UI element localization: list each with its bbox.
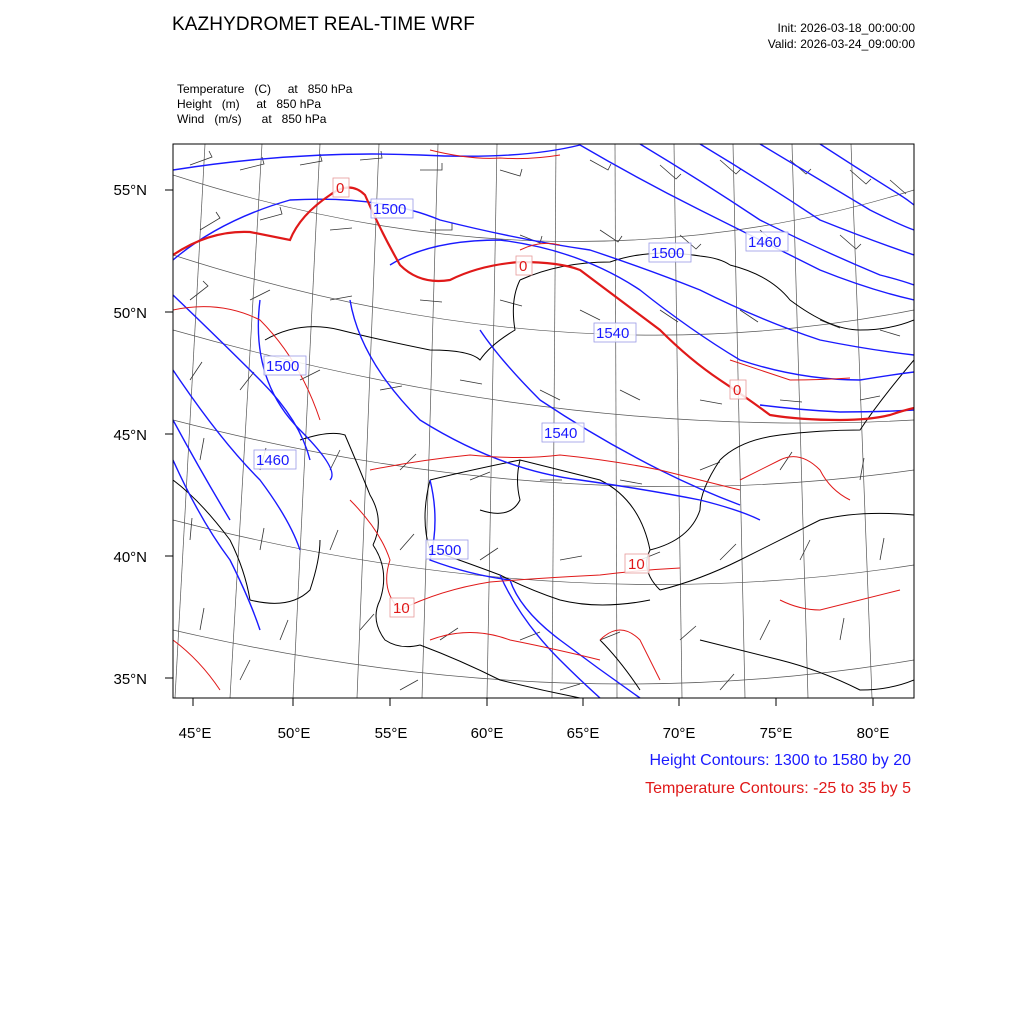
height-contour-legend: Height Contours: 1300 to 1580 by 20 <box>649 752 911 769</box>
temp-label: 0 <box>336 180 345 197</box>
height-label-box <box>254 450 296 469</box>
temperature-contour-legend: Temperature Contours: -25 to 35 by 5 <box>645 780 911 797</box>
temp-label: 0 <box>733 382 742 399</box>
lon-label-45: 45°E <box>178 725 212 742</box>
lon-label-55: 55°E <box>374 725 408 742</box>
height-label-box <box>426 540 468 559</box>
lat-label-55: 55°N <box>113 182 147 199</box>
temp-label-box <box>730 380 746 399</box>
lat-label-35: 35°N <box>113 671 147 688</box>
height-label: 1500 <box>373 201 407 218</box>
height-label-box <box>264 356 306 375</box>
lat-label-40: 40°N <box>113 549 147 566</box>
lat-label-45: 45°N <box>113 427 147 444</box>
height-label: 1540 <box>544 425 578 442</box>
height-label-box <box>594 323 636 342</box>
height-label-box <box>542 423 584 442</box>
height-label: 1460 <box>256 452 290 469</box>
country-borders <box>173 253 914 698</box>
height-label: 1500 <box>651 245 685 262</box>
lon-label-60: 60°E <box>470 725 504 742</box>
lon-label-80: 80°E <box>856 725 890 742</box>
lon-label-50: 50°E <box>277 725 311 742</box>
height-contours <box>173 144 914 698</box>
field-temperature: Temperature (C) at 850 hPa <box>177 82 353 96</box>
valid-time: Valid: 2026-03-24_09:00:00 <box>767 37 915 51</box>
temperature-contours <box>173 150 914 690</box>
height-label: 1500 <box>266 358 300 375</box>
temp-label: 10 <box>628 556 645 573</box>
longitude-labels <box>179 725 890 742</box>
temp-label-box <box>333 178 349 197</box>
field-wind: Wind (m/s) at 850 hPa <box>177 112 327 126</box>
lon-label-65: 65°E <box>566 725 600 742</box>
latitude-labels <box>113 182 147 688</box>
init-time: Init: 2026-03-18_00:00:00 <box>777 21 915 35</box>
height-label: 1500 <box>428 542 462 559</box>
height-label-box <box>746 232 788 251</box>
map-title: KAZHYDROMET REAL-TIME WRF <box>172 14 475 35</box>
height-label: 1460 <box>748 234 782 251</box>
height-contour-labels <box>254 199 788 559</box>
field-height: Height (m) at 850 hPa <box>177 97 322 111</box>
temp-label-box <box>516 256 532 275</box>
height-label: 1540 <box>596 325 630 342</box>
height-label-box <box>371 199 413 218</box>
lat-label-50: 50°N <box>113 305 147 322</box>
temp-label: 0 <box>519 258 528 275</box>
temp-label: 10 <box>393 600 410 617</box>
temp-label-box <box>390 598 414 617</box>
lon-label-75: 75°E <box>759 725 793 742</box>
longitude-gridlines <box>175 144 872 698</box>
lon-label-70: 70°E <box>662 725 696 742</box>
temp-label-box <box>625 554 649 573</box>
plot-frame <box>173 144 914 698</box>
height-label-box <box>649 243 691 262</box>
